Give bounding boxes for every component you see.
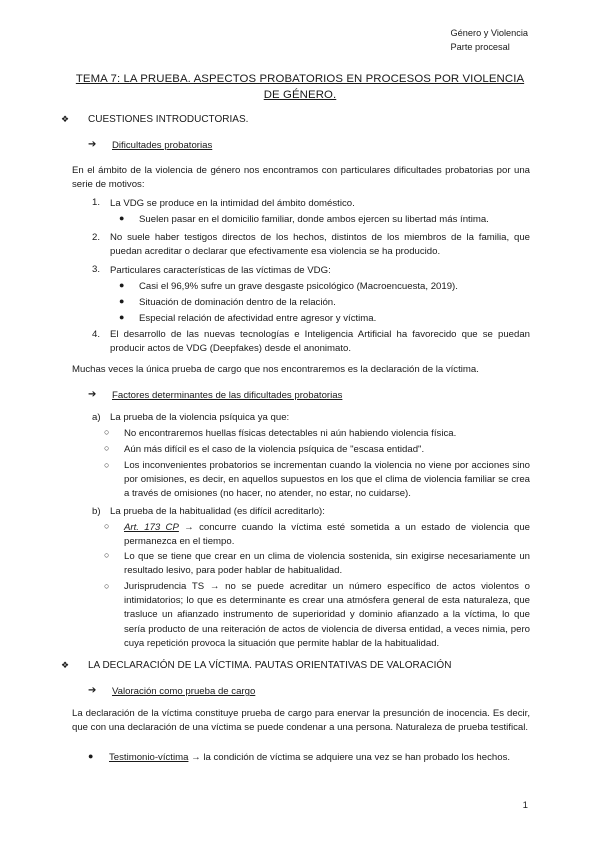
list-item-text: La prueba de la habitualidad (es difícil acreditarlo): [110, 506, 325, 517]
closing-paragraph: Muchas veces la única prueba de cargo que nos encontraremos es la declaración de la víctima. [72, 364, 479, 375]
valuation-paragraph: La declaración de la víctima constituye prueba de cargo para enervar la presunción de inocencia. Es decir, que con una declaración de una víctima se puede condenar a una persona. Naturaleza de prueba testifical. [72, 708, 530, 734]
circle-bullet-icon: ○ [104, 427, 110, 437]
list-subitem-text: Aún más difícil es el caso de la violencia psíquica de "escasa entidad". [124, 444, 425, 455]
title-line-1: TEMA 7: LA PRUEBA. ASPECTOS PROBATORIOS EN PROCESOS POR VIOLENCIA [75, 73, 525, 85]
circle-bullet-icon: ○ [104, 443, 110, 453]
list-item-text: La prueba de la violencia psíquica ya que: [110, 412, 290, 423]
article-reference: Art. 173 CP [124, 522, 179, 533]
subheading-factors: Factores determinantes de las dificultades probatorias [112, 390, 343, 401]
subheading-difficulties: Dificultades probatorias [112, 140, 213, 151]
arrow-bullet-icon: ➔ [88, 685, 97, 696]
testimony-term: Testimonio-víctima [109, 752, 189, 763]
dot-bullet-icon: ● [119, 213, 125, 223]
list-subitem-text: Lo que se tiene que crear en un clima de violencia sostenida, sin exigirse necesariamente un resultado lesivo, para poder hablar de habitualidad. [124, 551, 530, 577]
list-number: 2. [92, 232, 101, 243]
list-number: 4. [92, 329, 101, 340]
diamond-bullet-icon: ❖ [61, 660, 70, 670]
list-number: 1. [92, 197, 101, 208]
diamond-bullet-icon: ❖ [61, 114, 70, 124]
page-title [70, 71, 530, 103]
testimony-definition: → la condición de víctima se adquiere una vez se han probado los hechos. [188, 752, 511, 763]
list-subitem-text [124, 521, 530, 549]
circle-bullet-icon: ○ [104, 521, 110, 531]
dot-bullet-icon: ● [88, 751, 94, 761]
list-item-text: La VDG se produce en la intimidad del ámbito doméstico. [110, 198, 355, 209]
dot-bullet-icon: ● [119, 296, 125, 306]
circle-bullet-icon: ○ [104, 581, 110, 591]
list-item-text: El desarrollo de las nuevas tecnologías e Inteligencia Artificial ha favorecido que se puedan producir actos de VDG (Deepfakes) desde el anonimato. [110, 329, 530, 355]
list-letter: b) [92, 506, 101, 517]
list-item-text: Particulares características de las víctimas de VDG: [110, 265, 331, 276]
list-number: 3. [92, 264, 101, 275]
testimony-bullet [109, 751, 530, 765]
circle-bullet-icon: ○ [104, 460, 110, 470]
title-line-2: DE GÉNERO. [263, 89, 337, 101]
article-reference-detail: → concurre cuando la víctima esté sometida a un estado de violencia que permanezca en el tiempo. [124, 522, 530, 548]
list-item-text: No suele haber testigos directos de los hechos, distintos de los miembros de la familia, que puedan acreditar o declarar que efectivamente esa violencia se ha producido. [110, 232, 530, 258]
header-part: Parte procesal [450, 42, 510, 52]
circle-bullet-icon: ○ [104, 550, 110, 560]
list-subitem-text: Casi el 96,9% sufre un grave desgaste psicológico (Macroencuesta, 2019). [139, 281, 458, 292]
header-course: Género y Violencia [450, 28, 528, 38]
intro-paragraph: En el ámbito de la violencia de género nos encontramos con particulares dificultades probatorias por una serie de motivos: [72, 165, 530, 191]
page-number: 1 [522, 800, 528, 811]
section-heading-declaration: LA DECLARACIÓN DE LA VÍCTIMA. PAUTAS ORIENTATIVAS DE VALORACIÓN [88, 660, 452, 671]
section-heading-introductory: CUESTIONES INTRODUCTORIAS. [88, 114, 249, 125]
list-subitem-text: Situación de dominación dentro de la relación. [139, 297, 336, 308]
arrow-bullet-icon: ➔ [88, 139, 97, 150]
dot-bullet-icon: ● [119, 280, 125, 290]
running-header [451, 26, 528, 54]
dot-bullet-icon: ● [119, 312, 125, 322]
list-subitem-text: No encontraremos huellas físicas detectables ni aún habiendo violencia física. [124, 428, 457, 439]
subheading-valuation: Valoración como prueba de cargo [112, 686, 256, 697]
list-subitem-text: Los inconvenientes probatorios se incrementan cuando la violencia no viene por acciones sino por omisiones, es decir, en aquellos supuestos en los que el clima de violencia familiar se crea a través de omisiones (no hacer, no atender, no estar, no cuidarse). [124, 460, 530, 500]
list-subitem-text: Suelen pasar en el domicilio familiar, donde ambos ejercen su libertad más íntima. [139, 214, 489, 225]
list-subitem-text: Jurisprudencia TS → no se puede acreditar un número específico de actos violentos o intimidatorios; lo que es determinante es crear una atmósfera general de esta naturaleza, que trasluce un afianzado instrumento de superioridad y dominio afianzado a la víctima, lo que sería producto de una reiteración de actos de violencia de diversa entidad, a veces nimia, pero cuya repetición provoca la situación que permite hablar de la habitualidad. [124, 581, 530, 649]
list-letter: a) [92, 412, 101, 423]
arrow-bullet-icon: ➔ [88, 389, 97, 400]
list-subitem-text: Especial relación de afectividad entre agresor y víctima. [139, 313, 377, 324]
